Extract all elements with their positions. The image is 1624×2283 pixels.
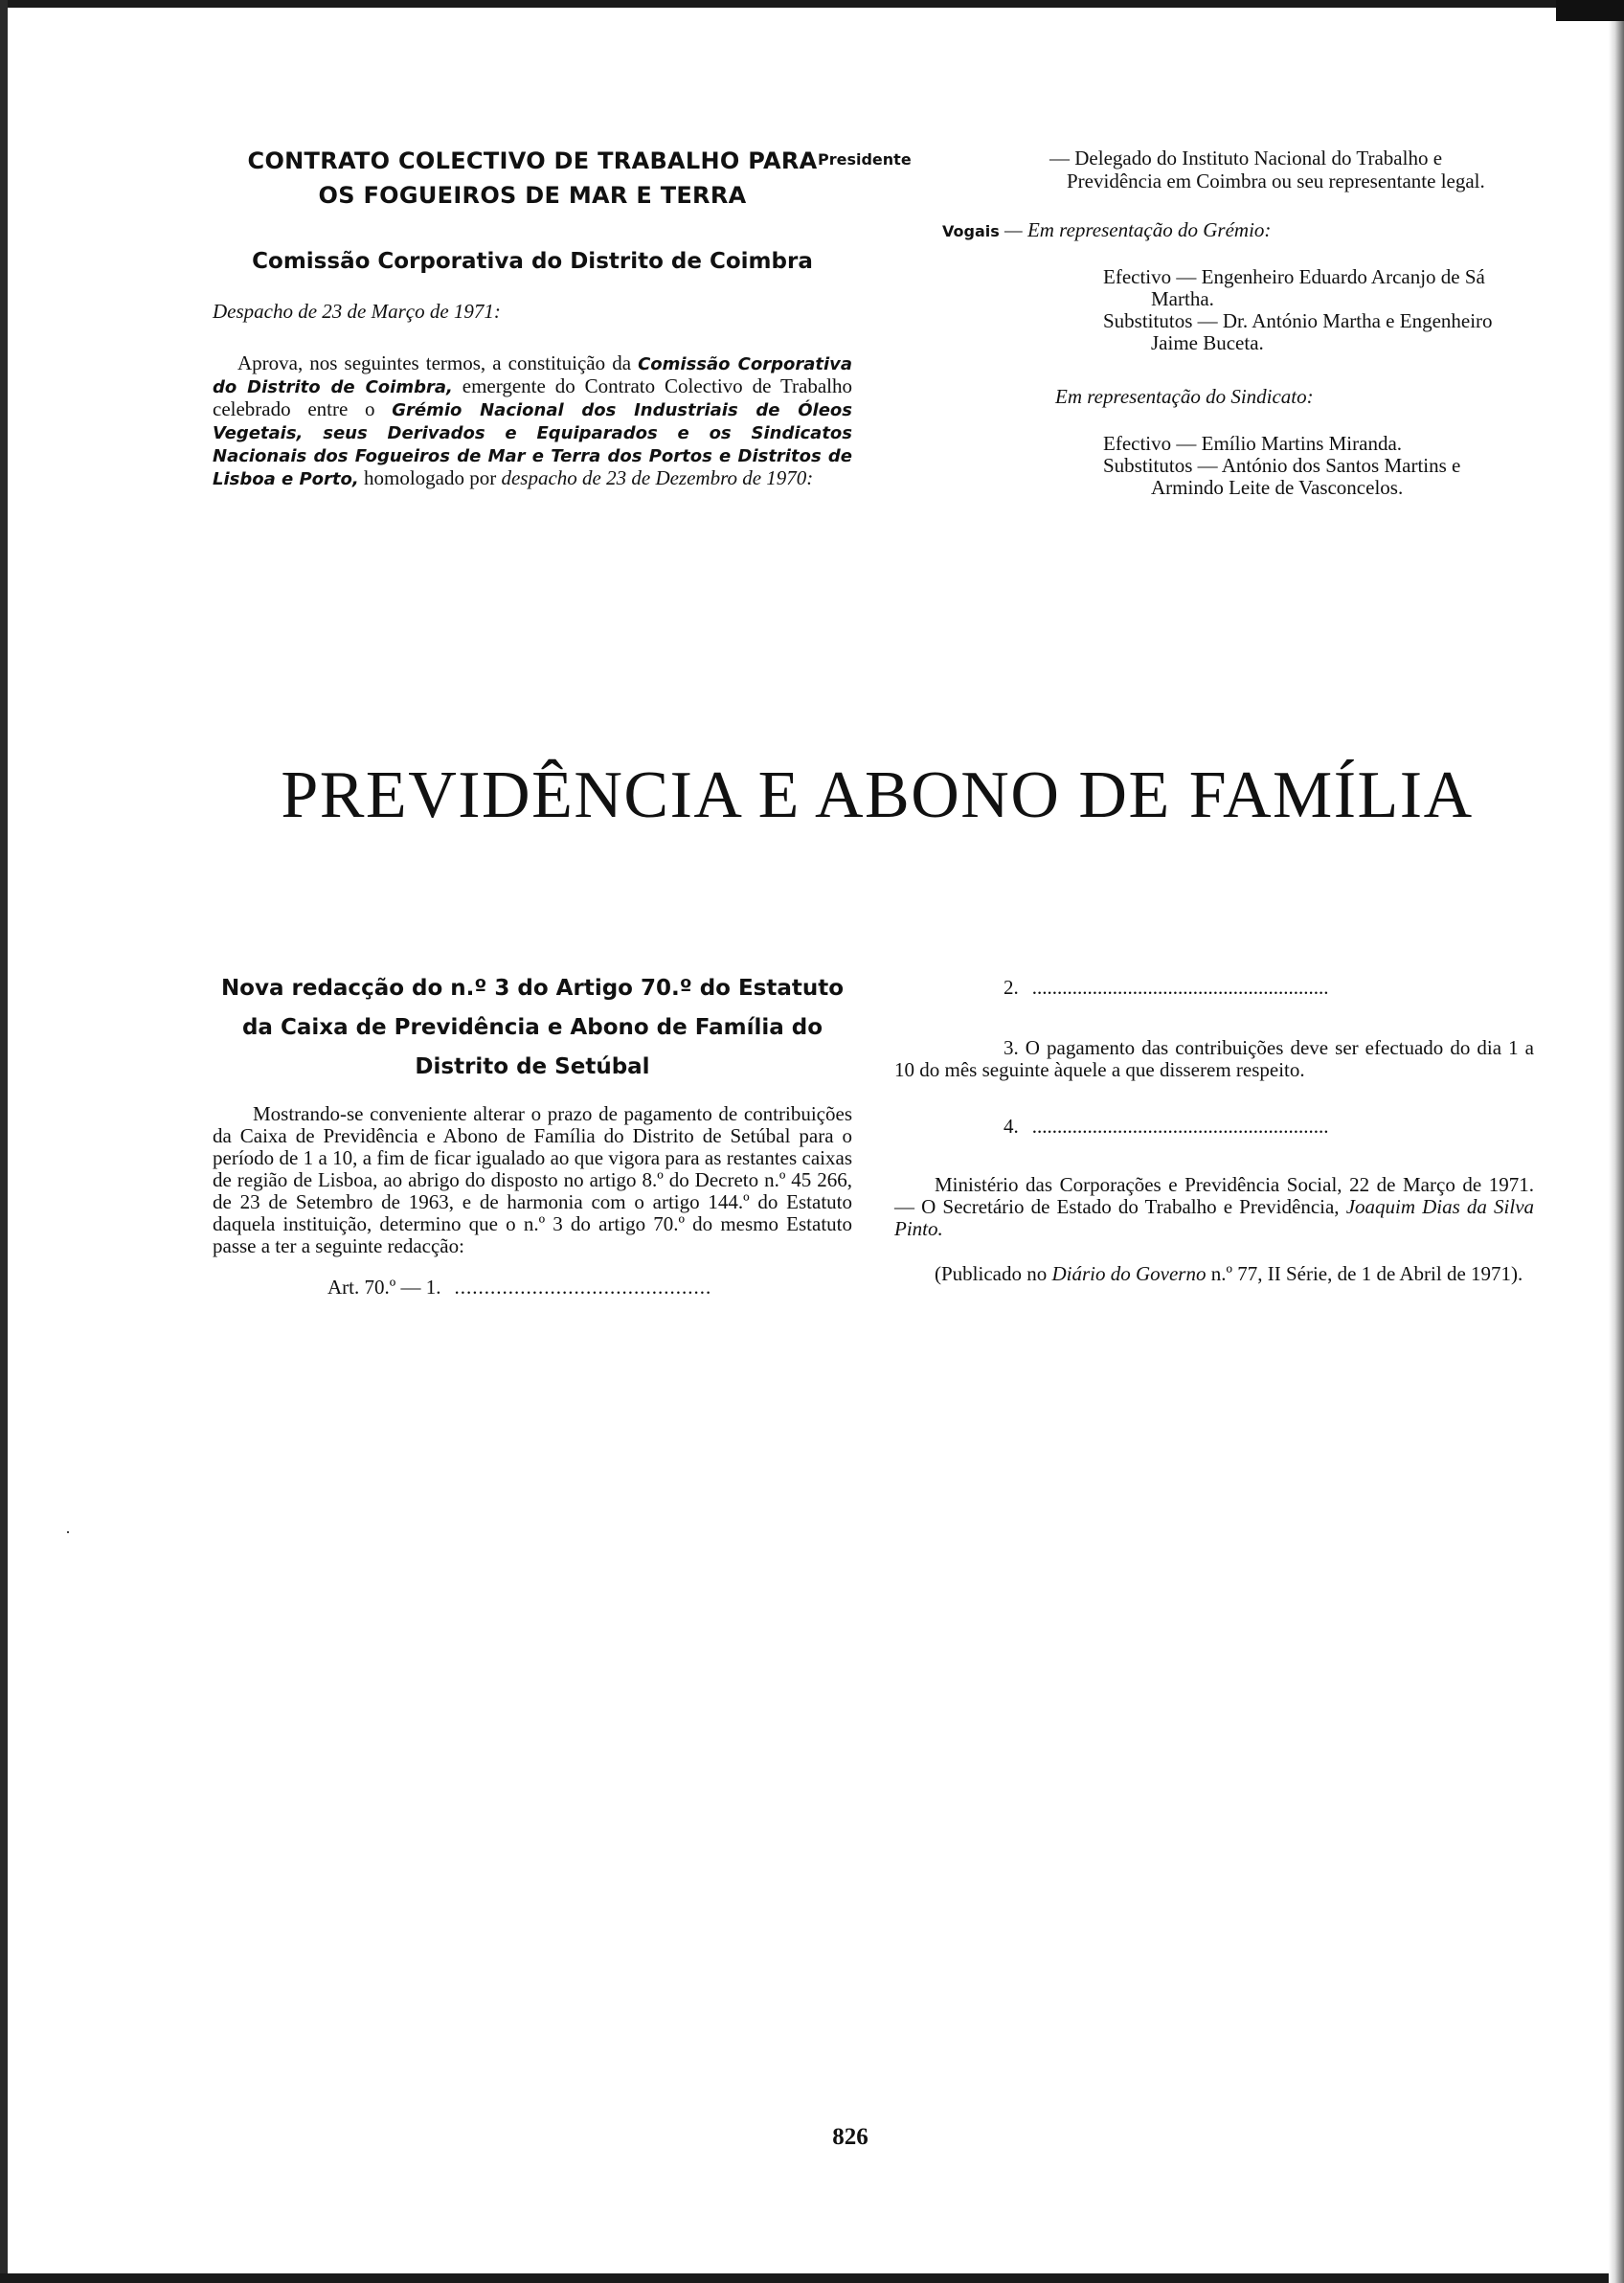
despacho-date: Despacho de 23 de Março de 1971: [213,300,501,323]
statute-heading-line3: Distrito de Setúbal [415,1054,650,1079]
presidente-entry [818,147,1534,192]
scan-speck: · [65,1523,71,1542]
article-70-item1 [213,1277,852,1299]
paragraph-text-a: Aprova, nos seguintes termos, a constituição da [237,351,632,374]
commission-members [818,147,1534,499]
item-2 [894,977,1534,999]
scan-border-bottom [0,2273,1624,2283]
statute-paragraph: Mostrando-se conveniente alterar o prazo de pagamento de contribuições da Caixa de Previdência e Abono de Família do Distrito de Setúbal para o período de 1 a 10, a fim de ficar igualado ao que vigora para as restantes caixas de região de Lisboa, ao abrigo do disposto no artigo 8.º do Decreto n.º 45 266, de 23 de Setembro de 1963, e de harmonia com o artigo 144.º do Estatuto daquela instituição, determino que o n.º 3 do artigo 70.º do mesmo Estatuto passe a ter a seguinte redacção: [213,1102,852,1257]
vogais-label: Vogais [942,222,1000,240]
scan-border-top [0,0,1624,8]
page-number: 826 [832,2124,868,2150]
vogais-entry [942,219,1534,242]
scan-border-right [1609,0,1624,2283]
item-4 [894,1116,1534,1138]
contract-section [213,144,852,490]
presidente-text: — Delegado do Instituto Nacional do Trabalho e Previdência em Coimbra ou seu representante legal. [1049,147,1485,192]
commission-subtitle: Comissão Corporativa do Distrito de Coimbra [252,249,813,274]
section-title: PREVIDÊNCIA E ABONO DE FAMÍLIA [281,758,1474,832]
item2-label: 2. [1004,976,1019,999]
scan-corner-mark [1556,0,1624,21]
presidente-label: Presidente [818,150,912,169]
statute-heading-line2: da Caixa de Previdência e Abono de Família do [241,1015,823,1040]
vogais-text: — Em representação do Grémio: [1004,218,1272,241]
item-3: 3. O pagamento das contribuições deve ser efectuado do dia 1 a 10 do mês seguinte àquele a que disserem respeito. [894,1036,1534,1081]
paragraph-bold-commission: Comissão Corporativa do Distrito de Coimbra, [213,354,853,397]
paragraph-text-b: emergente do Contrato Colectivo de Trabalho celebrado entre o [213,374,853,420]
contract-title-line1: CONTRATO COLECTIVO DE TRABALHO PARA [247,147,818,174]
item4-dots: ........................................................... [1031,1116,1329,1138]
item4-label: 4. [1004,1115,1019,1138]
gremio-efectivo: Efectivo — Engenheiro Eduardo Arcanjo de Sá Martha. [1103,265,1485,310]
publication-note [894,1263,1534,1285]
publication-text-a: (Publicado no [935,1262,1048,1285]
article-label: Art. 70.º — 1. [327,1276,441,1299]
gremio-substitutos: Substitutos — Dr. António Martha e Engenheiro Jaime Buceta. [1103,309,1493,354]
signature-paragraph [894,1174,1534,1240]
signature-text: Ministério das Corporações e Previdência Social, 22 de Março de 1971. — O Secretário de Estado do Trabalho e Previdência, [894,1173,1534,1218]
signature-name: Joaquim Dias da Silva Pinto. [894,1195,1535,1240]
paragraph-text-c: homologado por [364,466,497,489]
article-dots: ........................................... [454,1277,712,1299]
paragraph-italic-despacho: despacho de 23 de Dezembro de 1970: [501,466,814,489]
statute-heading-line1: Nova redacção do n.º 3 do Artigo 70.º do Estatuto [220,976,845,1001]
publication-text-b: n.º 77, II Série, de 1 de Abril de 1971). [1210,1262,1523,1285]
statute-text [894,977,1534,1285]
sindicato-efectivo: Efectivo — Emílio Martins Miranda. [1103,432,1403,455]
publication-gazette: Diário do Governo [1051,1262,1207,1285]
contract-paragraph [213,352,852,490]
item2-dots: ........................................................... [1031,977,1329,999]
sindicato-substitutos: Substitutos — António dos Santos Martins e Armindo Leite de Vasconcelos. [1103,454,1461,499]
paragraph-bold-parties: Grémio Nacional dos Industriais de Óleos Vegetais, seus Derivados e Equiparados e os Sindicatos Nacionais dos Fogueiros de Mar e Terra dos Portos e Distritos de Lisboa e Porto, [213,400,852,489]
sindicato-heading: Em representação do Sindicato: [1055,385,1314,408]
statute-section [213,969,852,1299]
scan-border-left [0,0,8,2283]
contract-title-line2: OS FOGUEIROS DE MAR E TERRA [318,182,747,209]
